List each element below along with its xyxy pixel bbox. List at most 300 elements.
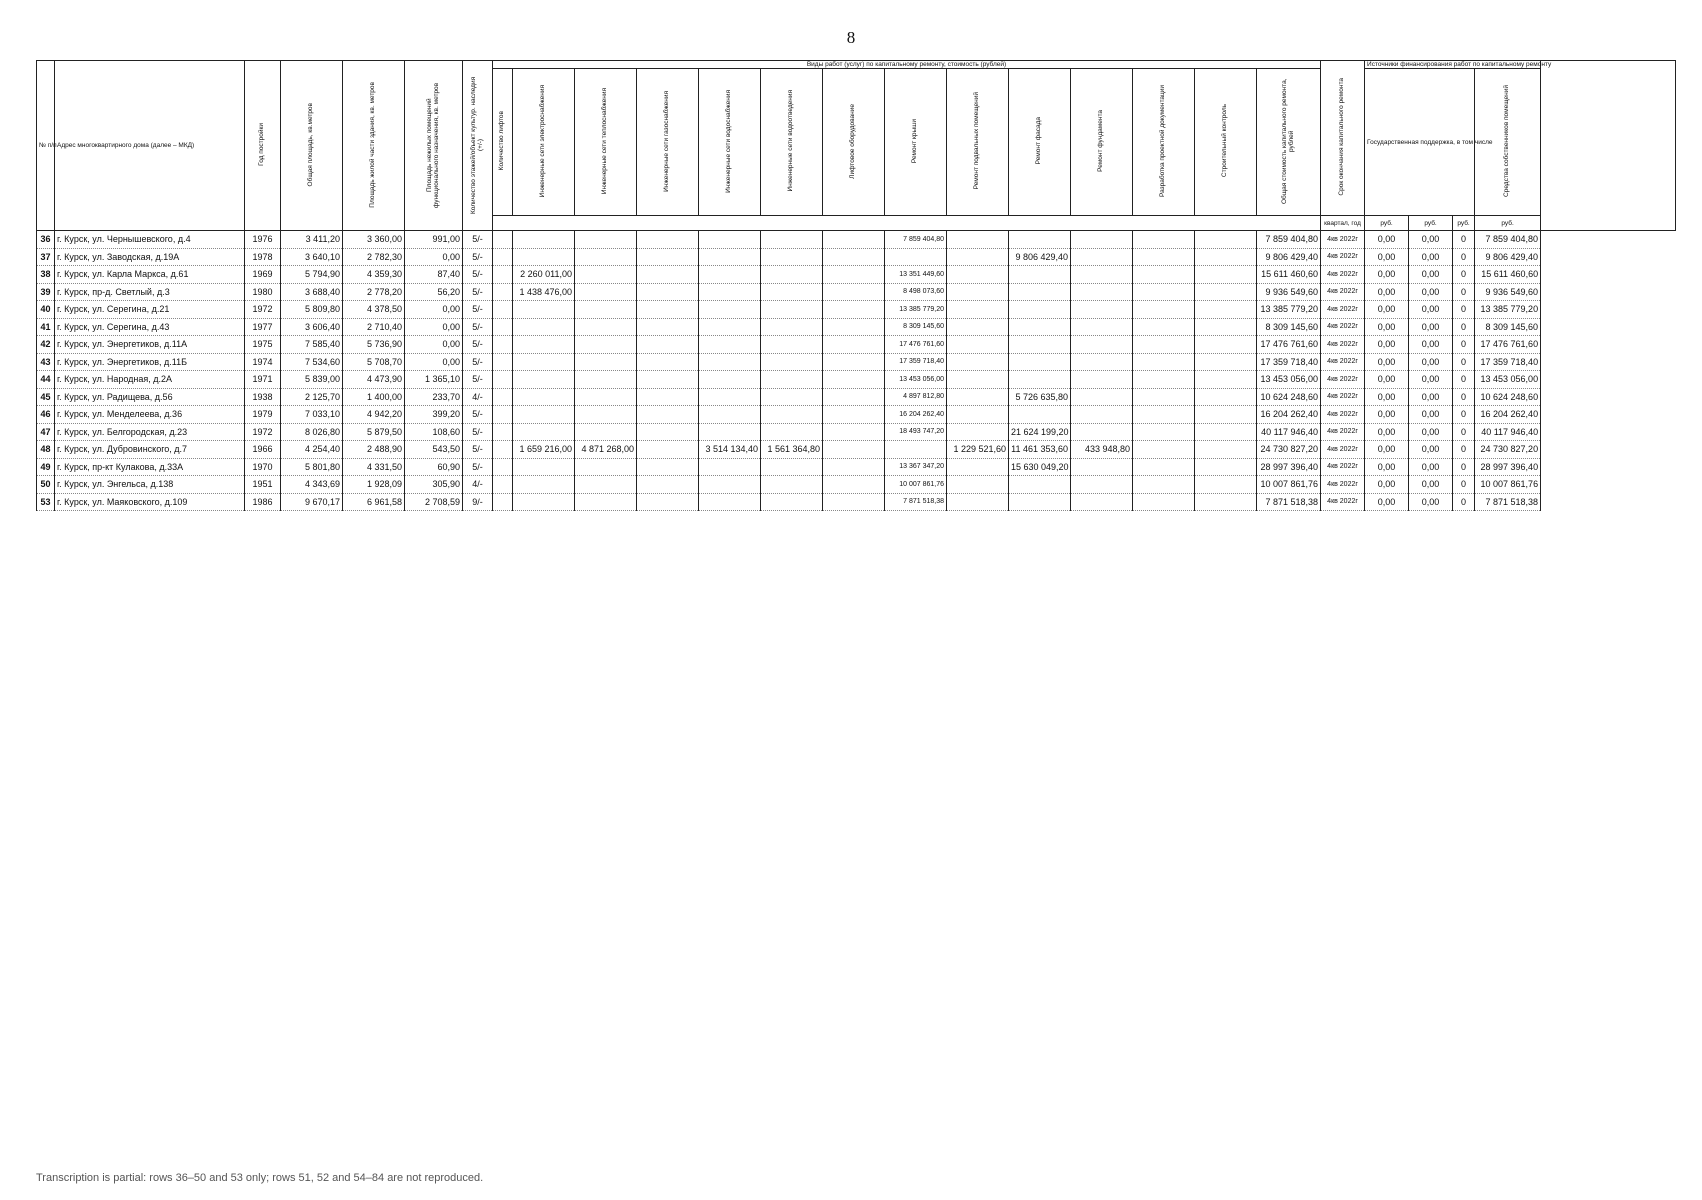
cell-fund: 0,00 [1365,441,1409,459]
cell-fund: 0,00 [1365,371,1409,389]
cell-lift-equipment [823,301,885,319]
cell-lift-equipment [823,371,885,389]
cell-basement [947,388,1009,406]
cell-foundation [1071,406,1133,424]
cell-num: 42 [37,336,55,354]
cell-foundation [1071,353,1133,371]
cell-facade [1009,301,1071,319]
cell-num: 37 [37,248,55,266]
cell-lift-equipment [823,423,885,441]
cell-design-docs [1133,231,1195,249]
cell-regional: 0,00 [1409,476,1453,494]
cell-year: 1970 [245,458,281,476]
cell-address: г. Курск, ул. Чернышевского, д.4 [55,231,245,249]
cell-year: 1951 [245,476,281,494]
cell-address: г. Курск, ул. Дубровинского, д.7 [55,441,245,459]
cell-water [699,476,761,494]
cell-total-cost: 40 117 946,40 [1257,423,1321,441]
header-total-area: Общая площадь, кв.метров [281,61,343,231]
cell-owners: 13 453 056,00 [1475,371,1541,389]
cell-owners: 8 309 145,60 [1475,318,1541,336]
cell-owners: 24 730 827,20 [1475,441,1541,459]
cell-roof: 8 498 073,60 [885,283,947,301]
cell-lifts-count [493,493,513,511]
cell-total-cost: 7 859 404,80 [1257,231,1321,249]
cell-gas [637,301,699,319]
cell-floors: 5/- [463,283,493,301]
cell-address: г. Курск, ул. Заводская, д.19А [55,248,245,266]
cell-foundation [1071,301,1133,319]
table-row [37,318,1676,336]
cell-water [699,371,761,389]
cell-roof: 18 493 747,20 [885,423,947,441]
cell-num: 46 [37,406,55,424]
cell-foundation [1071,283,1133,301]
cell-lift-equipment [823,266,885,284]
cell-gas [637,318,699,336]
cell-roof: 17 359 718,40 [885,353,947,371]
cell-facade: 5 726 635,80 [1009,388,1071,406]
cell-living-area: 1 400,00 [343,388,405,406]
cell-deadline: 4кв 2022г [1321,301,1365,319]
header-nonres-area: Площадь нежилых помещений функционального назначения, кв. метров [405,61,463,231]
cell-construction-control [1195,493,1257,511]
cell-heat [575,406,637,424]
cell-deadline: 4кв 2022г [1321,283,1365,301]
cell-construction-control [1195,266,1257,284]
header-facade: Ремонт фасада [1009,69,1071,216]
cell-municipal: 0 [1453,248,1475,266]
cell-water: 3 514 134,40 [699,441,761,459]
header-owners-unit: руб. [1475,216,1541,231]
cell-water [699,336,761,354]
cell-address: г. Курск, ул. Энергетиков, д.11А [55,336,245,354]
header-electric: Инженерные сети электроснабжения [513,69,575,216]
cell-lift-equipment [823,353,885,371]
cell-basement [947,406,1009,424]
cell-municipal: 0 [1453,266,1475,284]
cell-foundation [1071,231,1133,249]
cell-year: 1976 [245,231,281,249]
cell-construction-control [1195,423,1257,441]
cell-address: г. Курск, ул. Карла Маркса, д.61 [55,266,245,284]
cell-construction-control [1195,336,1257,354]
cell-address: г. Курск, ул. Энергетиков, д.11Б [55,353,245,371]
table-row [37,371,1676,389]
cell-num: 40 [37,301,55,319]
cell-regional: 0,00 [1409,336,1453,354]
cell-lift-equipment [823,458,885,476]
cell-year: 1978 [245,248,281,266]
cell-lifts-count [493,301,513,319]
cell-lifts-count [493,248,513,266]
cell-total-cost: 9 936 549,60 [1257,283,1321,301]
cell-design-docs [1133,423,1195,441]
cell-floors: 9/- [463,493,493,511]
cell-roof: 16 204 262,40 [885,406,947,424]
header-municipal-unit: руб. [1453,216,1475,231]
cell-living-area: 4 942,20 [343,406,405,424]
table-row [37,336,1676,354]
cell-municipal: 0 [1453,283,1475,301]
cell-year: 1977 [245,318,281,336]
header-construction-control: Строительный контроль [1195,69,1257,216]
cell-year: 1938 [245,388,281,406]
cell-water [699,318,761,336]
table-body [37,231,1676,511]
cell-total-cost: 9 806 429,40 [1257,248,1321,266]
cell-total-cost: 16 204 262,40 [1257,406,1321,424]
cell-design-docs [1133,353,1195,371]
cell-living-area: 3 360,00 [343,231,405,249]
cell-regional: 0,00 [1409,388,1453,406]
cell-water [699,231,761,249]
cell-living-area: 4 359,30 [343,266,405,284]
cell-drain [761,406,823,424]
header-group-funding: Источники финансирования работ по капитальному ремонту [1365,61,1541,69]
cell-total-cost: 17 359 718,40 [1257,353,1321,371]
cell-drain [761,248,823,266]
header-roof: Ремонт крыши [885,69,947,216]
cell-total-area: 2 125,70 [281,388,343,406]
cell-living-area: 4 331,50 [343,458,405,476]
cell-owners: 9 936 549,60 [1475,283,1541,301]
cell-basement: 1 229 521,60 [947,441,1009,459]
cell-deadline: 4кв 2022г [1321,458,1365,476]
cell-regional: 0,00 [1409,423,1453,441]
cell-foundation [1071,423,1133,441]
cell-municipal: 0 [1453,388,1475,406]
cell-roof: 13 453 056,00 [885,371,947,389]
cell-floors: 5/- [463,353,493,371]
cell-heat [575,388,637,406]
cell-owners: 17 476 761,60 [1475,336,1541,354]
cell-year: 1971 [245,371,281,389]
cell-fund: 0,00 [1365,266,1409,284]
cell-num: 48 [37,441,55,459]
cell-total-cost: 24 730 827,20 [1257,441,1321,459]
cell-owners: 10 624 248,60 [1475,388,1541,406]
cell-regional: 0,00 [1409,441,1453,459]
cell-deadline: 4кв 2022г [1321,248,1365,266]
cell-floors: 5/- [463,423,493,441]
cell-electric [513,318,575,336]
cell-foundation [1071,493,1133,511]
cell-drain [761,458,823,476]
cell-address: г. Курск, пр-кт Кулакова, д.33А [55,458,245,476]
cell-gas [637,231,699,249]
cell-lifts-count [493,231,513,249]
cell-design-docs [1133,476,1195,494]
cell-regional: 0,00 [1409,231,1453,249]
cell-gas [637,493,699,511]
cell-drain [761,336,823,354]
cell-heat [575,458,637,476]
cell-deadline: 4кв 2022г [1321,371,1365,389]
cell-drain [761,423,823,441]
cell-living-area: 2 778,20 [343,283,405,301]
cell-construction-control [1195,353,1257,371]
cell-lifts-count [493,406,513,424]
cell-drain [761,353,823,371]
cell-fund: 0,00 [1365,283,1409,301]
cell-total-area: 5 809,80 [281,301,343,319]
header-living-area: Площадь жилой части здания, кв. метров [343,61,405,231]
cell-fund: 0,00 [1365,318,1409,336]
cell-water [699,493,761,511]
cell-facade [1009,231,1071,249]
cell-electric [513,493,575,511]
cell-total-area: 3 640,10 [281,248,343,266]
table-row [37,493,1676,511]
cell-fund: 0,00 [1365,458,1409,476]
cell-roof: 4 897 812,80 [885,388,947,406]
cell-owners: 10 007 861,76 [1475,476,1541,494]
cell-gas [637,336,699,354]
cell-construction-control [1195,248,1257,266]
cell-drain [761,493,823,511]
cell-living-area: 5 736,90 [343,336,405,354]
header-fund-unit: руб. [1365,216,1409,231]
cell-heat [575,336,637,354]
cell-electric [513,406,575,424]
cell-total-cost: 8 309 145,60 [1257,318,1321,336]
table-row [37,266,1676,284]
cell-municipal: 0 [1453,318,1475,336]
cell-total-area: 4 343,69 [281,476,343,494]
cell-living-area: 1 928,09 [343,476,405,494]
cell-basement [947,301,1009,319]
cell-electric [513,458,575,476]
cell-municipal: 0 [1453,353,1475,371]
cell-owners: 28 997 396,40 [1475,458,1541,476]
cell-design-docs [1133,283,1195,301]
cell-construction-control [1195,371,1257,389]
cell-design-docs [1133,388,1195,406]
cell-facade: 21 624 199,20 [1009,423,1071,441]
cell-facade: 11 461 353,60 [1009,441,1071,459]
header-year: Год постройки [245,61,281,231]
cell-roof: 10 007 861,76 [885,476,947,494]
cell-total-area: 9 670,17 [281,493,343,511]
cell-year: 1966 [245,441,281,459]
cell-living-area: 5 708,70 [343,353,405,371]
cell-total-cost: 13 385 779,20 [1257,301,1321,319]
cell-address: г. Курск, ул. Белгородская, д.23 [55,423,245,441]
cell-floors: 5/- [463,458,493,476]
header-group-works: Виды работ (услуг) по капитальному ремонту, стоимость (рублей) [493,61,1321,69]
cell-construction-control [1195,476,1257,494]
cell-water [699,283,761,301]
cell-total-area: 4 254,40 [281,441,343,459]
cell-year: 1975 [245,336,281,354]
cell-gas [637,423,699,441]
cell-roof: 7 871 518,38 [885,493,947,511]
header-design-docs: Разработка проектной документации [1133,69,1195,216]
cell-lift-equipment [823,248,885,266]
header-lifts-count: Количество лифтов [493,69,513,216]
table-row [37,301,1676,319]
cell-heat [575,353,637,371]
cell-year: 1972 [245,301,281,319]
cell-num: 53 [37,493,55,511]
cell-floors: 5/- [463,336,493,354]
cell-fund: 0,00 [1365,353,1409,371]
cell-floors: 5/- [463,231,493,249]
cell-owners: 7 871 518,38 [1475,493,1541,511]
cell-owners: 17 359 718,40 [1475,353,1541,371]
cell-roof: 17 476 761,60 [885,336,947,354]
cell-lift-equipment [823,336,885,354]
cell-year: 1986 [245,493,281,511]
cell-foundation [1071,248,1133,266]
cell-design-docs [1133,336,1195,354]
cell-total-area: 5 801,80 [281,458,343,476]
cell-gas [637,388,699,406]
cell-design-docs [1133,441,1195,459]
cell-regional: 0,00 [1409,493,1453,511]
cell-total-area: 5 794,90 [281,266,343,284]
cell-drain [761,476,823,494]
header-floors: Количество этажей/объект культур. наследия (+/-) [463,61,493,231]
header-basement: Ремонт подвальных помещений [947,69,1009,216]
cell-address: г. Курск, пр-д. Светлый, д.3 [55,283,245,301]
cell-nonres-area: 0,00 [405,336,463,354]
cell-year: 1974 [245,353,281,371]
header-heat: Инженерные сети теплоснабжения [575,69,637,216]
cell-construction-control [1195,283,1257,301]
cell-deadline: 4кв 2022г [1321,231,1365,249]
cell-basement [947,266,1009,284]
cell-facade [1009,493,1071,511]
cell-fund: 0,00 [1365,423,1409,441]
cell-living-area: 4 378,50 [343,301,405,319]
cell-lift-equipment [823,476,885,494]
header-gas: Инженерные сети газоснабжения [637,69,699,216]
header-deadline-unit: квартал, год [1321,216,1365,231]
cell-owners: 13 385 779,20 [1475,301,1541,319]
cell-municipal: 0 [1453,476,1475,494]
cell-floors: 5/- [463,441,493,459]
cell-basement [947,476,1009,494]
cell-living-area: 4 473,90 [343,371,405,389]
cell-facade [1009,266,1071,284]
page-number: 8 [846,28,856,47]
cell-floors: 5/- [463,301,493,319]
cell-basement [947,231,1009,249]
cell-total-area: 7 585,40 [281,336,343,354]
cell-lift-equipment [823,283,885,301]
cell-lifts-count [493,318,513,336]
cell-facade [1009,336,1071,354]
cell-lifts-count [493,283,513,301]
cell-fund: 0,00 [1365,493,1409,511]
cell-lifts-count [493,476,513,494]
cell-water [699,423,761,441]
cell-lift-equipment [823,388,885,406]
cell-lifts-count [493,353,513,371]
cell-drain [761,283,823,301]
cell-regional: 0,00 [1409,318,1453,336]
cell-deadline: 4кв 2022г [1321,423,1365,441]
cell-roof: 7 859 404,80 [885,231,947,249]
cell-total-cost: 10 007 861,76 [1257,476,1321,494]
cell-floors: 4/- [463,388,493,406]
table-row [37,476,1676,494]
cell-total-cost: 17 476 761,60 [1257,336,1321,354]
cell-design-docs [1133,371,1195,389]
cell-floors: 5/- [463,406,493,424]
cell-construction-control [1195,231,1257,249]
cell-nonres-area: 2 708,59 [405,493,463,511]
cell-basement [947,248,1009,266]
cell-nonres-area: 991,00 [405,231,463,249]
header-foundation: Ремонт фундамента [1071,69,1133,216]
table-row [37,353,1676,371]
cell-total-area: 3 606,40 [281,318,343,336]
cell-foundation [1071,318,1133,336]
cell-regional: 0,00 [1409,301,1453,319]
cell-total-cost: 13 453 056,00 [1257,371,1321,389]
cell-deadline: 4кв 2022г [1321,441,1365,459]
cell-electric [513,248,575,266]
cell-nonres-area: 305,90 [405,476,463,494]
cell-municipal: 0 [1453,301,1475,319]
cell-electric [513,301,575,319]
cell-drain: 1 561 364,80 [761,441,823,459]
cell-lifts-count [493,423,513,441]
cell-nonres-area: 399,20 [405,406,463,424]
header-deadline: Срок окончания капитального ремонта [1321,61,1365,216]
cell-drain [761,266,823,284]
cell-foundation [1071,388,1133,406]
cell-electric [513,371,575,389]
cell-heat [575,318,637,336]
cell-municipal: 0 [1453,406,1475,424]
cell-fund: 0,00 [1365,301,1409,319]
table-row [37,248,1676,266]
cell-foundation [1071,266,1133,284]
cell-design-docs [1133,493,1195,511]
header-total-cost: Общая стоимость капитального ремонта, рублей [1257,69,1321,216]
cell-design-docs [1133,458,1195,476]
table-row [37,441,1676,459]
cell-fund: 0,00 [1365,336,1409,354]
cell-gas [637,406,699,424]
cell-lifts-count [493,336,513,354]
cell-fund: 0,00 [1365,476,1409,494]
cell-roof [885,248,947,266]
cell-floors: 5/- [463,318,493,336]
cell-drain [761,318,823,336]
cell-electric [513,388,575,406]
cell-floors: 5/- [463,248,493,266]
cell-lift-equipment [823,493,885,511]
header-group-state-support: Государственная поддержка, в том числе [1365,69,1475,216]
cell-nonres-area: 543,50 [405,441,463,459]
cell-address: г. Курск, ул. Энгельса, д.138 [55,476,245,494]
cell-gas [637,441,699,459]
cell-deadline: 4кв 2022г [1321,266,1365,284]
cell-roof: 13 351 449,60 [885,266,947,284]
cell-foundation: 433 948,80 [1071,441,1133,459]
header-water: Инженерные сети водоснабжения [699,69,761,216]
cell-electric [513,423,575,441]
cell-design-docs [1133,318,1195,336]
cell-year: 1979 [245,406,281,424]
cell-fund: 0,00 [1365,248,1409,266]
cell-deadline: 4кв 2022г [1321,493,1365,511]
